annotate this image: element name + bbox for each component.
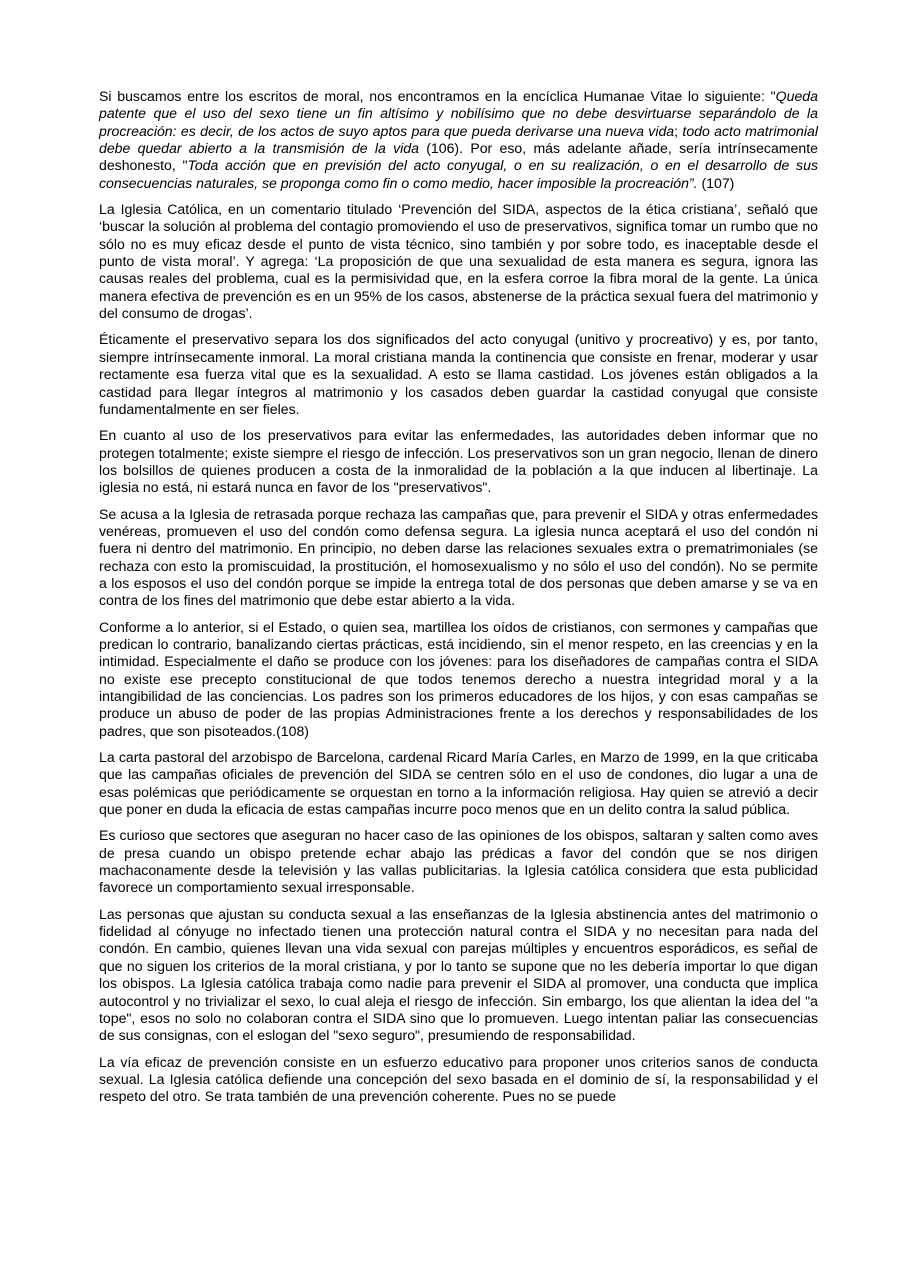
text-segment: La carta pastoral del arzobispo de Barcelona, cardenal Ricard María Carles, en Marzo de 1999, en la que criticaba que las campañas oficiales de prevención del SIDA se centren sólo en el uso de condones, dio lugar a una de esas polémicas que periódicamente se orquestan en torno a la información religiosa. Hay quien se atrevió a decir que poner en duda la eficacia de estas campañas incurre poco menos que en un delito contra la salud pública. <box>99 749 818 818</box>
paragraph-sectores <box>99 827 818 896</box>
text-segment: Se acusa a la Iglesia de retrasada porque rechaza las campañas que, para prevenir el SIDA y otras enfermedades venéreas, promueven el uso del condón como defensa segura. La iglesia nunca aceptará el uso del condón ni fuera ni dentro del matrimonio. En principio, no deben darse las relaciones sexuales extra o prematrimoniales (se rechaza con esto la promiscuidad, la prostitución, el homosexualismo y no sólo el uso del condón). No se permite a los esposos el uso del condón porque se impide la entrega total de dos personas que deben amarse y se va en contra de los fines del matrimonio que debe estar abierto a la vida. <box>99 505 818 609</box>
paragraph-humanae-vitae <box>99 88 818 192</box>
text-segment: (106). Por eso, más adelante añade, sería intrínsecamente deshonesto, " <box>99 140 818 174</box>
text-segment: Las personas que ajustan su conducta sexual a las enseñanzas de la Iglesia abstinencia antes del matrimonio o fidelidad al cónyuge no infectado tienen una protección natural contra el SIDA y no necesitan para nada del condón. En cambio, quienes llevan una vida sexual con parejas múltiples y encuentros esporádicos, es señal de que no siguen los criterios de la moral cristiana, y por lo tanto se supone que no les debería importar lo que digan los obispos. La Iglesia católica trabaja como nadie para prevenir el SIDA al promover, una conducta que implica autocontrol y no trivializar el sexo, lo cual aleja el riesgo de infección. Sin embargo, los que alientan la idea del "a tope", esos no solo no colaboran contra el SIDA sino que lo promueven. Luego intentan paliar las consecuencias de sus consignas, con el eslogan del "sexo seguro", presumiendo de responsabilidad. <box>99 905 818 1044</box>
text-segment: Éticamente el preservativo separa los dos significados del acto conyugal (unitivo y procreativo) y es, por tanto, siempre intrínsecamente inmoral. La moral cristiana manda la continencia que consiste en frenar, moderar y usar rectamente esa fuerza vital que es la sexualidad. A esto se llama castidad. Los jóvenes están obligados a la castidad para llegar íntegros al matrimonio y los casados deben guardar la castidad conyugal que consiste fundamentalmente en ser fieles. <box>99 331 818 417</box>
paragraph-iglesia-comentario <box>99 201 818 322</box>
paragraph-eticamente <box>99 331 818 418</box>
quote-italic: todo acto matrimonial debe quedar abierto a la transmisión de la vida <box>99 122 818 157</box>
text-segment: Es curioso que sectores que aseguran no hacer caso de las opiniones de los obispos, saltaran y salten como aves de presa cuando un obispo pretende echar abajo las prédicas a favor del condón que se nos dirigen machaconamente desde la televisión y las vallas publicitarias. la Iglesia católica considera que esta publicidad favorece un comportamiento sexual irresponsable. <box>99 827 818 896</box>
text-segment: (107) <box>697 174 735 191</box>
text-segment: En cuanto al uso de los preservativos para evitar las enfermedades, las autoridades deben informar que no protegen totalmente; existe siempre el riesgo de infección. Los preservativos son un gran negocio, llenan de dinero los bolsillos de quienes producen a costa de la inmoralidad de la población a la que inducen al libertinaje. La iglesia no está, ni estará nunca en favor de los "preservativos". <box>99 427 818 496</box>
text-segment: Conforme a lo anterior, si el Estado, o quien sea, martillea los oídos de cristianos, con sermones y campañas que predican lo contrario, banalizando ciertas prácticas, está incidiendo, sin el menor respeto, en las creencias y en la intimidad. Especialmente el daño se produce con los jóvenes: para los diseñadores de campañas contra el SIDA no existe ese precepto constitucional de que todos tenemos derecho a nuestra integridad moral y a la intangibilidad de las conciencias. Los padres son los primeros educadores de los hijos, y con esas campañas se produce un abuso de poder de las propias Administraciones frente a los derechos y responsabilidades de los padres, que son pisoteados.(108) <box>99 618 818 739</box>
document-body <box>99 88 818 1106</box>
paragraph-via-eficaz <box>99 1054 818 1106</box>
quote-italic: Queda patente que el uso del sexo tiene un fin altísimo y nobilísimo que no debe desvirtuarse separándolo de la procreación: es decir, de los actos de suyo aptos para que pueda derivarse una nueva vida <box>99 88 818 139</box>
paragraph-personas <box>99 906 818 1045</box>
paragraph-enfermedades <box>99 427 818 496</box>
paragraph-campanas <box>99 506 818 610</box>
text-segment: ; <box>674 122 683 139</box>
quote-italic: Toda acción que en previsión del acto conyugal, o en su realización, o en el desarrollo de sus consecuencias naturales, se proponga como fin o como medio, hacer imposible la procreación”. <box>99 157 818 191</box>
text-segment: Si buscamos entre los escritos de moral, nos encontramos en la encíclica Humanae Vitae lo siguiente: " <box>99 88 776 104</box>
text-segment: La Iglesia Católica, en un comentario titulado ‘Prevención del SIDA, aspectos de la ética cristiana’, señaló que ‘buscar la solución al problema del contagio promoviendo el uso de preservativos, significa tomar un rumbo que no sólo no es muy eficaz desde el punto de vista técnico, sino también y por sobre todo, es inaceptable desde el punto de vista moral’. Y agrega: ‘La proposición de que una sexualidad de esta manera es segura, ignora las causas reales del problema, cual es la permisividad que, en la esfera corroe la fibra moral de la gente. La única manera efectiva de prevención es en un 95% de los casos, abstenerse de la práctica sexual fuera del matrimonio y del consumo de drogas’. <box>99 201 818 322</box>
paragraph-carta-pastoral <box>99 749 818 818</box>
text-segment: La vía eficaz de prevención consiste en un esfuerzo educativo para proponer unos criterios sanos de conducta sexual. La Iglesia católica defiende una concepción del sexo basada en el dominio de sí, la responsabilidad y el respeto del otro. Se trata también de una prevención coherente. Pues no se puede <box>99 1053 818 1105</box>
paragraph-estado <box>99 619 818 740</box>
